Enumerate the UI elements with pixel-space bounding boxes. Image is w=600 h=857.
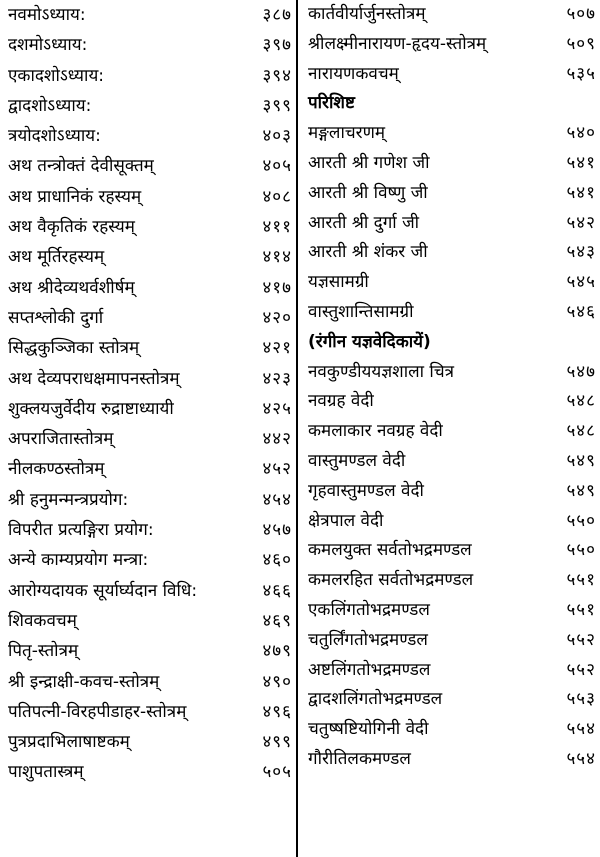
toc-entry: [0, 303, 296, 333]
entry-page-number: ४२३: [262, 368, 292, 389]
entry-page-number: ४५२: [262, 459, 292, 480]
entry-page-number: ५०७: [566, 4, 596, 24]
entry-title: द्वादशलिंगतोभद्रमण्डल: [308, 689, 443, 710]
entry-page-number: ४९९: [262, 732, 292, 753]
entry-page-number: ४२५: [262, 398, 292, 419]
toc-entry: [300, 715, 598, 745]
toc-entry: [0, 667, 296, 697]
entry-title: गृहवास्तुमण्डल वेदी: [308, 480, 424, 501]
entry-title: नवमोऽध्याय:: [8, 5, 86, 25]
entry-title: आरती श्री विष्णु जी: [308, 182, 428, 203]
entry-page-number: ३९४: [262, 65, 292, 86]
entry-page-number: ५४८: [566, 391, 596, 412]
toc-entry: [0, 0, 296, 30]
entry-title: गौरीतिलकमण्डल: [308, 748, 411, 769]
toc-entry: [300, 745, 598, 775]
entry-title: एकलिंगतोभद्रमण्डल: [308, 599, 430, 620]
toc-entry: [0, 394, 296, 424]
entry-page-number: ५५३: [566, 689, 596, 710]
entry-title: त्रयोदशोऽध्याय:: [8, 126, 101, 147]
entry-title: दशमोऽध्याय:: [8, 35, 88, 56]
toc-entry: [300, 179, 598, 209]
toc-entry: [300, 298, 598, 328]
toc-entry: [300, 358, 598, 388]
entry-page-number: ४९६: [262, 701, 292, 722]
entry-page-number: ५५०: [566, 510, 596, 531]
entry-page-number: ४२०: [262, 307, 292, 328]
entry-title: अथ वैकृतिकं रहस्यम्: [8, 217, 135, 238]
entry-title: चतुर्लिंगतोभद्रमण्डल: [308, 629, 428, 650]
entry-page-number: ४५७: [262, 520, 292, 541]
entry-page-number: ३८७: [262, 5, 292, 25]
entry-title: आरती श्री शंकर जी: [308, 242, 428, 263]
entry-title: वास्तुशान्तिसामग्री: [308, 301, 414, 322]
entry-title: अथ श्रीदेव्यथर्वशीर्षम्: [8, 277, 135, 298]
section-heading: [300, 328, 598, 358]
toc-entry: [0, 636, 296, 666]
entry-title: सिद्धकुञ्जिका स्तोत्रम्: [8, 338, 140, 359]
toc-entry: [0, 485, 296, 515]
entry-title: पाशुपतास्त्रम्: [8, 762, 84, 783]
entry-title: अष्टलिंगतोभद्रमण्डल: [308, 659, 431, 680]
entry-page-number: ५४८: [566, 421, 596, 442]
column-divider: [296, 0, 298, 857]
toc-entry: [300, 536, 598, 566]
toc-entry: [0, 545, 296, 575]
toc-entry: [300, 60, 598, 90]
toc-entry: [300, 507, 598, 537]
toc-entry: [300, 30, 598, 60]
toc-entry: [300, 0, 598, 30]
toc-entry: [300, 447, 598, 477]
section-heading: [300, 89, 598, 119]
entry-page-number: ४४२: [262, 429, 292, 450]
toc-entry: [0, 151, 296, 181]
section-heading-text: (रंगीन यज्ञवेदिकायें): [308, 331, 431, 352]
entry-title: क्षेत्रपाल वेदी: [308, 510, 384, 531]
toc-entry: [0, 454, 296, 484]
entry-title: नवकुण्डीययज्ञशाला चित्र: [308, 361, 455, 382]
entry-page-number: ५४१: [566, 152, 596, 173]
toc-entry: [0, 364, 296, 394]
toc-entry: [300, 685, 598, 715]
entry-page-number: ५४९: [566, 480, 596, 501]
entry-page-number: ५०५: [262, 762, 292, 783]
entry-page-number: ३९७: [262, 35, 292, 56]
entry-page-number: ५०९: [566, 33, 596, 54]
entry-page-number: ४५४: [262, 489, 292, 510]
entry-page-number: ५५२: [566, 659, 596, 680]
toc-entry: [0, 333, 296, 363]
toc-entry: [300, 238, 598, 268]
entry-page-number: ५५१: [566, 570, 596, 591]
toc-entry: [300, 477, 598, 507]
toc-entry: [0, 515, 296, 545]
toc-entry: [300, 656, 598, 686]
entry-page-number: ४११: [262, 217, 292, 238]
entry-title: यज्ञसामग्री: [308, 272, 369, 293]
entry-title: नारायणकवचम्: [308, 63, 399, 84]
entry-title: अथ मूर्तिरहस्यम्: [8, 247, 105, 268]
entry-page-number: ५४९: [566, 450, 596, 471]
entry-page-number: ४९०: [262, 671, 292, 692]
entry-title: श्रीलक्ष्मीनारायण-हृदय-स्तोत्रम्: [308, 33, 487, 54]
toc-entry: [0, 424, 296, 454]
entry-title: नवग्रह वेदी: [308, 391, 374, 412]
toc-entry: [0, 757, 296, 787]
toc-entry: [300, 119, 598, 149]
entry-page-number: ४१७: [262, 277, 292, 298]
entry-title: अथ देव्यपराधक्षमापनस्तोत्रम्: [8, 368, 180, 389]
entry-page-number: ३९९: [262, 95, 292, 116]
entry-title: आरती श्री दुर्गा जी: [308, 212, 420, 233]
entry-page-number: ४६६: [262, 580, 292, 601]
entry-title: द्वादशोऽध्याय:: [8, 95, 92, 116]
toc-entry: [300, 209, 598, 239]
entry-title: एकादशोऽध्याय:: [8, 65, 105, 86]
entry-page-number: ५४२: [566, 212, 596, 233]
entry-title: अथ प्राधानिकं रहस्यम्: [8, 186, 142, 207]
entry-page-number: ५५१: [566, 599, 596, 620]
entry-page-number: ४१४: [262, 247, 292, 268]
entry-title: अपराजितास्तोत्रम्: [8, 429, 114, 450]
entry-page-number: ५४१: [566, 182, 596, 203]
entry-title: पितृ-स्तोत्रम्: [8, 641, 79, 662]
entry-title: पुत्रप्रदाभिलाषाष्टकम्: [8, 732, 130, 753]
entry-page-number: ५५२: [566, 629, 596, 650]
entry-title: अथ तन्त्रोक्तं देवीसूक्तम्: [8, 156, 154, 177]
toc-entry: [0, 121, 296, 151]
entry-title: आरोग्यदायक सूर्यार्घ्यदान विधि:: [8, 580, 198, 601]
entry-title: विपरीत प्रत्यङ्गिरा प्रयोग:: [8, 520, 154, 541]
entry-title: कमलरहित सर्वतोभद्रमण्डल: [308, 570, 474, 591]
toc-entry: [0, 697, 296, 727]
entry-page-number: ४०८: [262, 186, 292, 207]
entry-title: अन्ये काम्यप्रयोग मन्त्रा:: [8, 550, 149, 571]
entry-title: श्री इन्द्राक्षी-कवच-स्तोत्रम्: [8, 671, 160, 692]
entry-page-number: ४६९: [262, 610, 292, 631]
entry-title: सप्तश्लोकी दुर्गा: [8, 307, 104, 328]
toc-entry: [0, 242, 296, 272]
toc-entry: [0, 576, 296, 606]
toc-entry: [0, 606, 296, 636]
entry-page-number: ४०३: [262, 126, 292, 147]
entry-page-number: ४०५: [262, 156, 292, 177]
entry-page-number: ५४७: [566, 361, 596, 382]
toc-entry: [300, 387, 598, 417]
toc-entry: [300, 626, 598, 656]
toc-entry: [0, 30, 296, 60]
entry-page-number: ५४६: [566, 301, 596, 322]
entry-title: कमलाकार नवग्रह वेदी: [308, 421, 443, 442]
entry-page-number: ५५४: [566, 748, 596, 769]
entry-title: कमलयुक्त सर्वतोभद्रमण्डल: [308, 540, 472, 561]
toc-entry: [300, 596, 598, 626]
toc-entry: [0, 212, 296, 242]
toc-entry: [300, 417, 598, 447]
entry-page-number: ५४३: [566, 242, 596, 263]
entry-title: मङ्गलाचरणम्: [308, 123, 386, 144]
toc-entry: [0, 182, 296, 212]
entry-page-number: ५३५: [566, 63, 596, 84]
entry-title: कार्तवीर्यार्जुनस्तोत्रम्: [308, 4, 426, 24]
entry-title: शुक्लयजुर्वेदीय रुद्राष्टाध्यायी: [8, 398, 174, 419]
entry-page-number: ५५४: [566, 719, 596, 740]
toc-entry: [0, 273, 296, 303]
entry-title: पतिपत्नी-विरहपीडाहर-स्तोत्रम्: [8, 701, 187, 722]
section-heading-text: परिशिष्ट: [308, 93, 355, 114]
toc-entry: [0, 61, 296, 91]
entry-page-number: ४२१: [262, 338, 292, 359]
entry-page-number: ५४५: [566, 272, 596, 293]
entry-title: श्री हनुमन्मन्त्रप्रयोग:: [8, 489, 129, 510]
entry-title: आरती श्री गणेश जी: [308, 152, 430, 173]
entry-title: वास्तुमण्डल वेदी: [308, 450, 406, 471]
entry-title: शिवकवचम्: [8, 610, 77, 631]
entry-page-number: ४६०: [262, 550, 292, 571]
entry-page-number: ५५०: [566, 540, 596, 561]
left-column: [0, 0, 296, 788]
toc-entry: [300, 268, 598, 298]
toc-entry: [300, 566, 598, 596]
toc-entry: [0, 91, 296, 121]
entry-page-number: ५४०: [566, 123, 596, 144]
entry-title: नीलकण्ठस्तोत्रम्: [8, 459, 105, 480]
entry-page-number: ४७९: [262, 641, 292, 662]
right-column: [300, 0, 598, 775]
entry-title: चतुष्षष्टियोगिनी वेदी: [308, 719, 429, 740]
toc-entry: [300, 149, 598, 179]
toc-entry: [0, 727, 296, 757]
